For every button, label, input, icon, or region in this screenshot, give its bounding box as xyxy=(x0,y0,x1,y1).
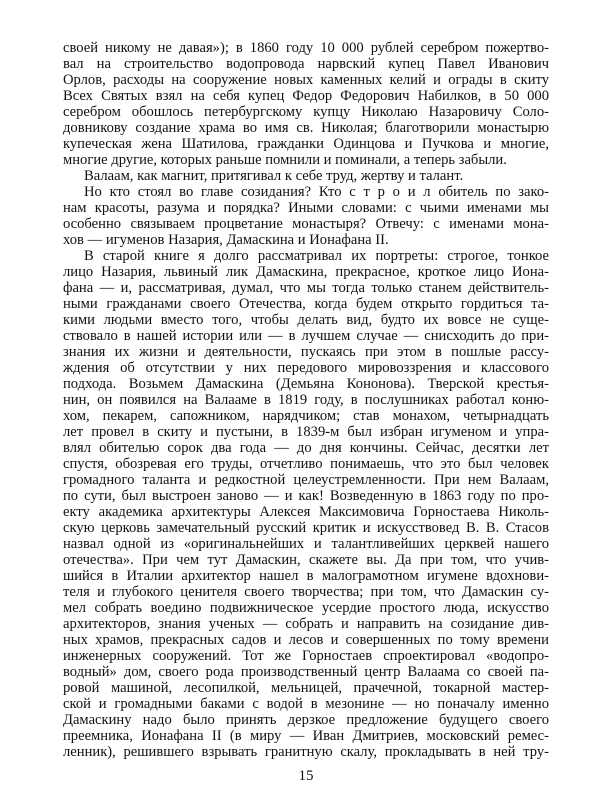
text-line: фана — и, рассматривая, думал, что мы тогда только станем действитель- xyxy=(63,280,549,296)
text-line: подхода. Возьмем Дамаскина (Демьяна Кононова). Тверской крестья- xyxy=(63,376,549,392)
text-line: теля и глубокого ценителя своего творчества; при том, что Дамаскин су- xyxy=(63,584,549,600)
text-line: особенно связываем процветание монастыря? Отвечу: с именами мона- xyxy=(63,216,549,232)
text-line: отечества». При чем тут Дамаскин, скажете вы. Да при том, что учив- xyxy=(63,552,549,568)
text-line: ленник), решившего взрывать гранитную скалу, прокладывать в ней тру- xyxy=(63,744,549,760)
page-body-text xyxy=(63,40,549,760)
text-line: скую церковь замечательный русский критик и искусствовед В. В. Стасов xyxy=(63,520,549,536)
text-line: вал на строительство водопровода нарвский купец Павел Иванович xyxy=(63,56,549,72)
text-line: В старой книге я долго рассматривал их портреты: строгое, тонкое xyxy=(84,248,549,264)
text-line: екту академика архитектуры Алексея Максимовича Горностаева Николь- xyxy=(63,504,549,520)
text-line: лет провел в скиту и пустыни, в 1839-м был избран игуменом и упра- xyxy=(63,424,549,440)
text-line: по сути, был выстроен заново — и как! Возведенную в 1863 году по про- xyxy=(63,488,549,504)
text-line: довникову создание храма во имя св. Николая; благотворили монастырю xyxy=(63,120,549,136)
text-line: Но кто стоял во главе созидания? Кто с т р о и л обитель по зако- xyxy=(84,184,549,200)
text-line: хом, пекарем, сапожником, нарядчиком; став монахом, четырнадцать xyxy=(63,408,549,424)
text-line: ствовало в нашей истории или — в лучшем случае — снисходить до при- xyxy=(63,328,549,344)
text-line: ской и громадными баками с водой в мезонине — но поначалу именно xyxy=(63,696,549,712)
text-line: лицо Назария, львиный лик Дамаскина, прекрасное, кроткое лицо Иона- xyxy=(63,264,549,280)
text-line: нам красоты, разума и порядка? Иными словами: с чьими именами мы xyxy=(63,200,549,216)
text-line: Всех Святых взял на себя купец Федор Федорович Набилков, в 50 000 xyxy=(63,88,549,104)
paragraph xyxy=(63,168,549,184)
text-line: Валаам, как магнит, притягивал к себе труд, жертву и талант. xyxy=(84,168,464,184)
text-line: многие другие, которых раньше помнили и поминали, а теперь забыли. xyxy=(63,152,507,168)
text-line: ждения об отсутствии у них передового мировоззрения и классового xyxy=(63,360,549,376)
text-line: громадного таланта и редкостной целеустремленности. При нем Валаам, xyxy=(63,472,549,488)
text-line: ными гражданами своего Отечества, когда будем открыто гордиться та- xyxy=(63,296,549,312)
text-line: влял обителью сорок два года — до дня кончины. Сейчас, десятки лет xyxy=(63,440,549,456)
text-line: преемника, Ионафана II (в миру — Иван Дмитриев, московский ремес- xyxy=(63,728,549,744)
text-line: назвал одной из «оригинальнейших и талантливейших церквей нашего xyxy=(63,536,549,552)
paragraph xyxy=(63,184,549,248)
text-line: спустя, обозревая его труды, отчетливо понимаешь, что это был человек xyxy=(63,456,549,472)
text-line: купеческая жена Шатилова, гражданки Одинцова и Пучкова и многие, xyxy=(63,136,549,152)
paragraph xyxy=(63,40,549,168)
text-line: мел собрать воедино подвижническое усердие простого люда, искусство xyxy=(63,600,549,616)
text-line: водный» дом, своего рода производственный центр Валаама со своей па- xyxy=(63,664,549,680)
text-line: знания их жизни и деятельности, пускаясь при этом в пошлые рассу- xyxy=(63,344,549,360)
text-line: своей никому не давая»); в 1860 году 10 000 рублей серебром пожертво- xyxy=(63,40,549,56)
paragraph xyxy=(63,248,549,760)
text-line: нин, он появился на Валааме в 1819 году, в послушниках работал коню- xyxy=(63,392,549,408)
text-line: ных храмов, прекрасных садов и лесов и совершенных по тому времени xyxy=(63,632,549,648)
text-line: хов — игуменов Назария, Дамаскина и Ионафана II. xyxy=(63,232,389,248)
text-line: кими людьми вместо того, чтобы делать вид, будто их вовсе не суще- xyxy=(63,312,549,328)
text-line: Дамаскину надо было принять дерзкое предложение будущего своего xyxy=(63,712,549,728)
text-line: архитекторов, знания ученых — собрать и направить на созидание див- xyxy=(63,616,549,632)
text-line: Орлов, расходы на сооружение новых каменных келий и ограды в скиту xyxy=(63,72,549,88)
text-line: серебром обошлось петербургскому купцу Николаю Назаровичу Соло- xyxy=(63,104,549,120)
text-line: шийся в Италии архитектор нашел в малограмотном игумене вдохнови- xyxy=(63,568,549,584)
text-line: ровой машиной, лесопилкой, мельницей, прачечной, токарной мастер- xyxy=(63,680,549,696)
text-line: инженерных сооружений. Тот же Горностаев спроектировал «водопро- xyxy=(63,648,549,664)
page-number: 15 xyxy=(298,768,314,784)
